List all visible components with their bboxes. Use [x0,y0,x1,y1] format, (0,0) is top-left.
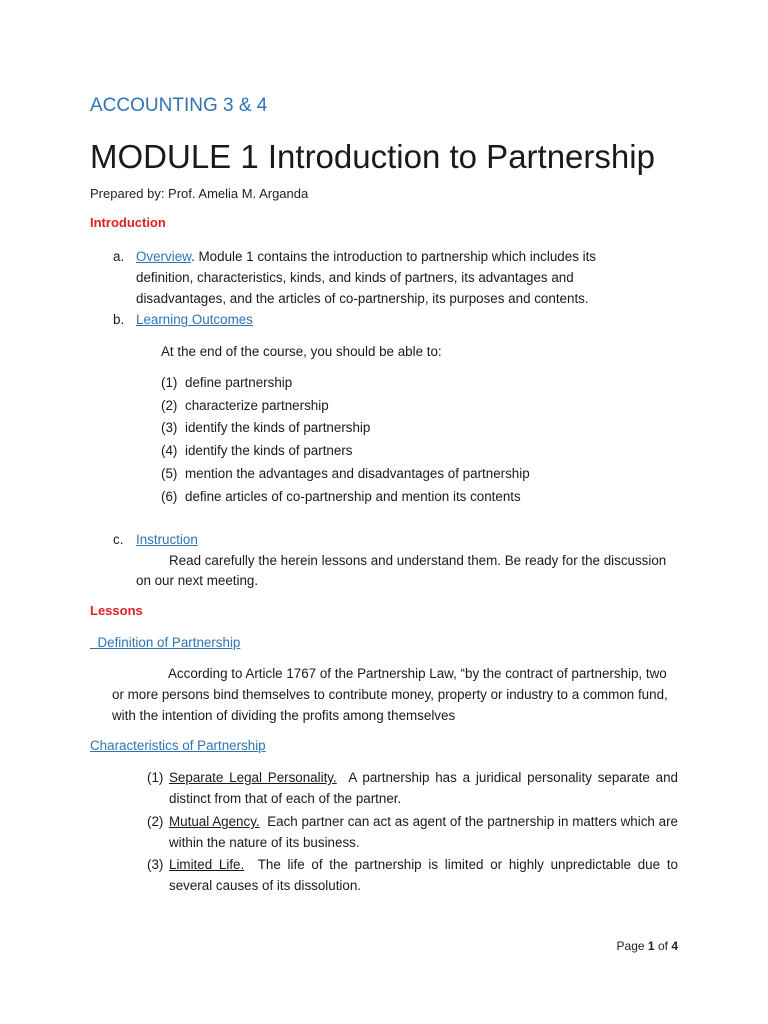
outcomes-lead-text: At the end of the course, you should be able to: [161,344,442,359]
characteristic-number: (3) [147,857,164,872]
characteristic-term: Mutual Agency. [169,814,260,829]
outcome-item-2 [161,398,329,413]
introduction-heading: Introduction [90,215,166,230]
outcome-item-5 [161,466,530,481]
characteristic-item-3 [147,854,678,896]
outcome-text: characterize partnership [185,398,329,413]
module-title: MODULE 1 Introduction to Partnership [90,138,655,175]
outcome-text: mention the advantages and disadvantages of partnership [185,466,530,481]
learning-outcomes-link[interactable]: Learning Outcomes [136,312,253,327]
outcome-number: (4) [161,443,178,458]
overview-link[interactable]: Overview [136,249,192,264]
characteristic-number: (2) [147,814,164,829]
characteristic-text: Each partner can act as agent of the partnership in matters which are within the nature of its business. [169,814,678,850]
overview-paragraph [136,246,636,309]
outcome-text: identify the kinds of partners [185,443,353,458]
course-heading: ACCOUNTING 3 & 4 [90,95,268,116]
outcome-number: (3) [161,420,178,435]
outcome-item-6 [161,489,521,504]
characteristic-text: The life of the partnership is limited or highly unpredictable due to several causes of its dissolution. [169,857,678,893]
characteristic-term: Separate Legal Personality. [169,770,337,785]
outcome-item-3 [161,420,370,435]
characteristics-link[interactable]: Characteristics of Partnership [90,738,266,753]
outcome-text: define partnership [185,375,293,390]
characteristic-item-1 [147,767,678,809]
characteristic-text: A partnership has a juridical personality separate and distinct from that of each of the partner. [169,770,678,806]
list-marker-b: b. [113,312,125,327]
instruction-text-line1: Read carefully the herein lessons and understand them. Be ready for the discussion [169,553,667,568]
characteristic-term: Limited Life. [169,857,245,872]
characteristic-number: (1) [147,770,164,785]
outcome-text: identify the kinds of partnership [185,420,371,435]
outcome-number: (2) [161,398,178,413]
instruction-text-line2: on our next meeting. [136,573,259,588]
outcome-item-1 [161,375,292,390]
outcome-number: (6) [161,489,178,504]
list-marker-c: c. [113,532,124,547]
lessons-heading: Lessons [90,603,143,618]
page-number: Page 1 of 4 [616,939,678,953]
outcome-number: (1) [161,375,178,390]
outcome-number: (5) [161,466,178,481]
overview-text: . Module 1 contains the introduction to partnership which includes its definition, characteristics, kinds, and kinds of partners, its advantages and disadvantages, and the articles of co-partnership, its purposes and contents. [136,249,597,306]
prepared-by: Prepared by: Prof. Amelia M. Arganda [90,186,309,201]
outcome-item-4 [161,443,352,458]
list-marker-a: a. [113,249,125,264]
outcome-text: define articles of co-partnership and mention its contents [185,489,521,504]
characteristic-item-2 [147,811,678,853]
definition-link[interactable]: Definition of Partnership [97,635,241,650]
definition-paragraph: According to Article 1767 of the Partnership Law, “by the contract of partnership, two or more persons bind themselves to contribute money, property or industry to a common fund, with the intention of dividing the profits among themselves [112,666,668,723]
instruction-link[interactable]: Instruction [136,532,198,547]
